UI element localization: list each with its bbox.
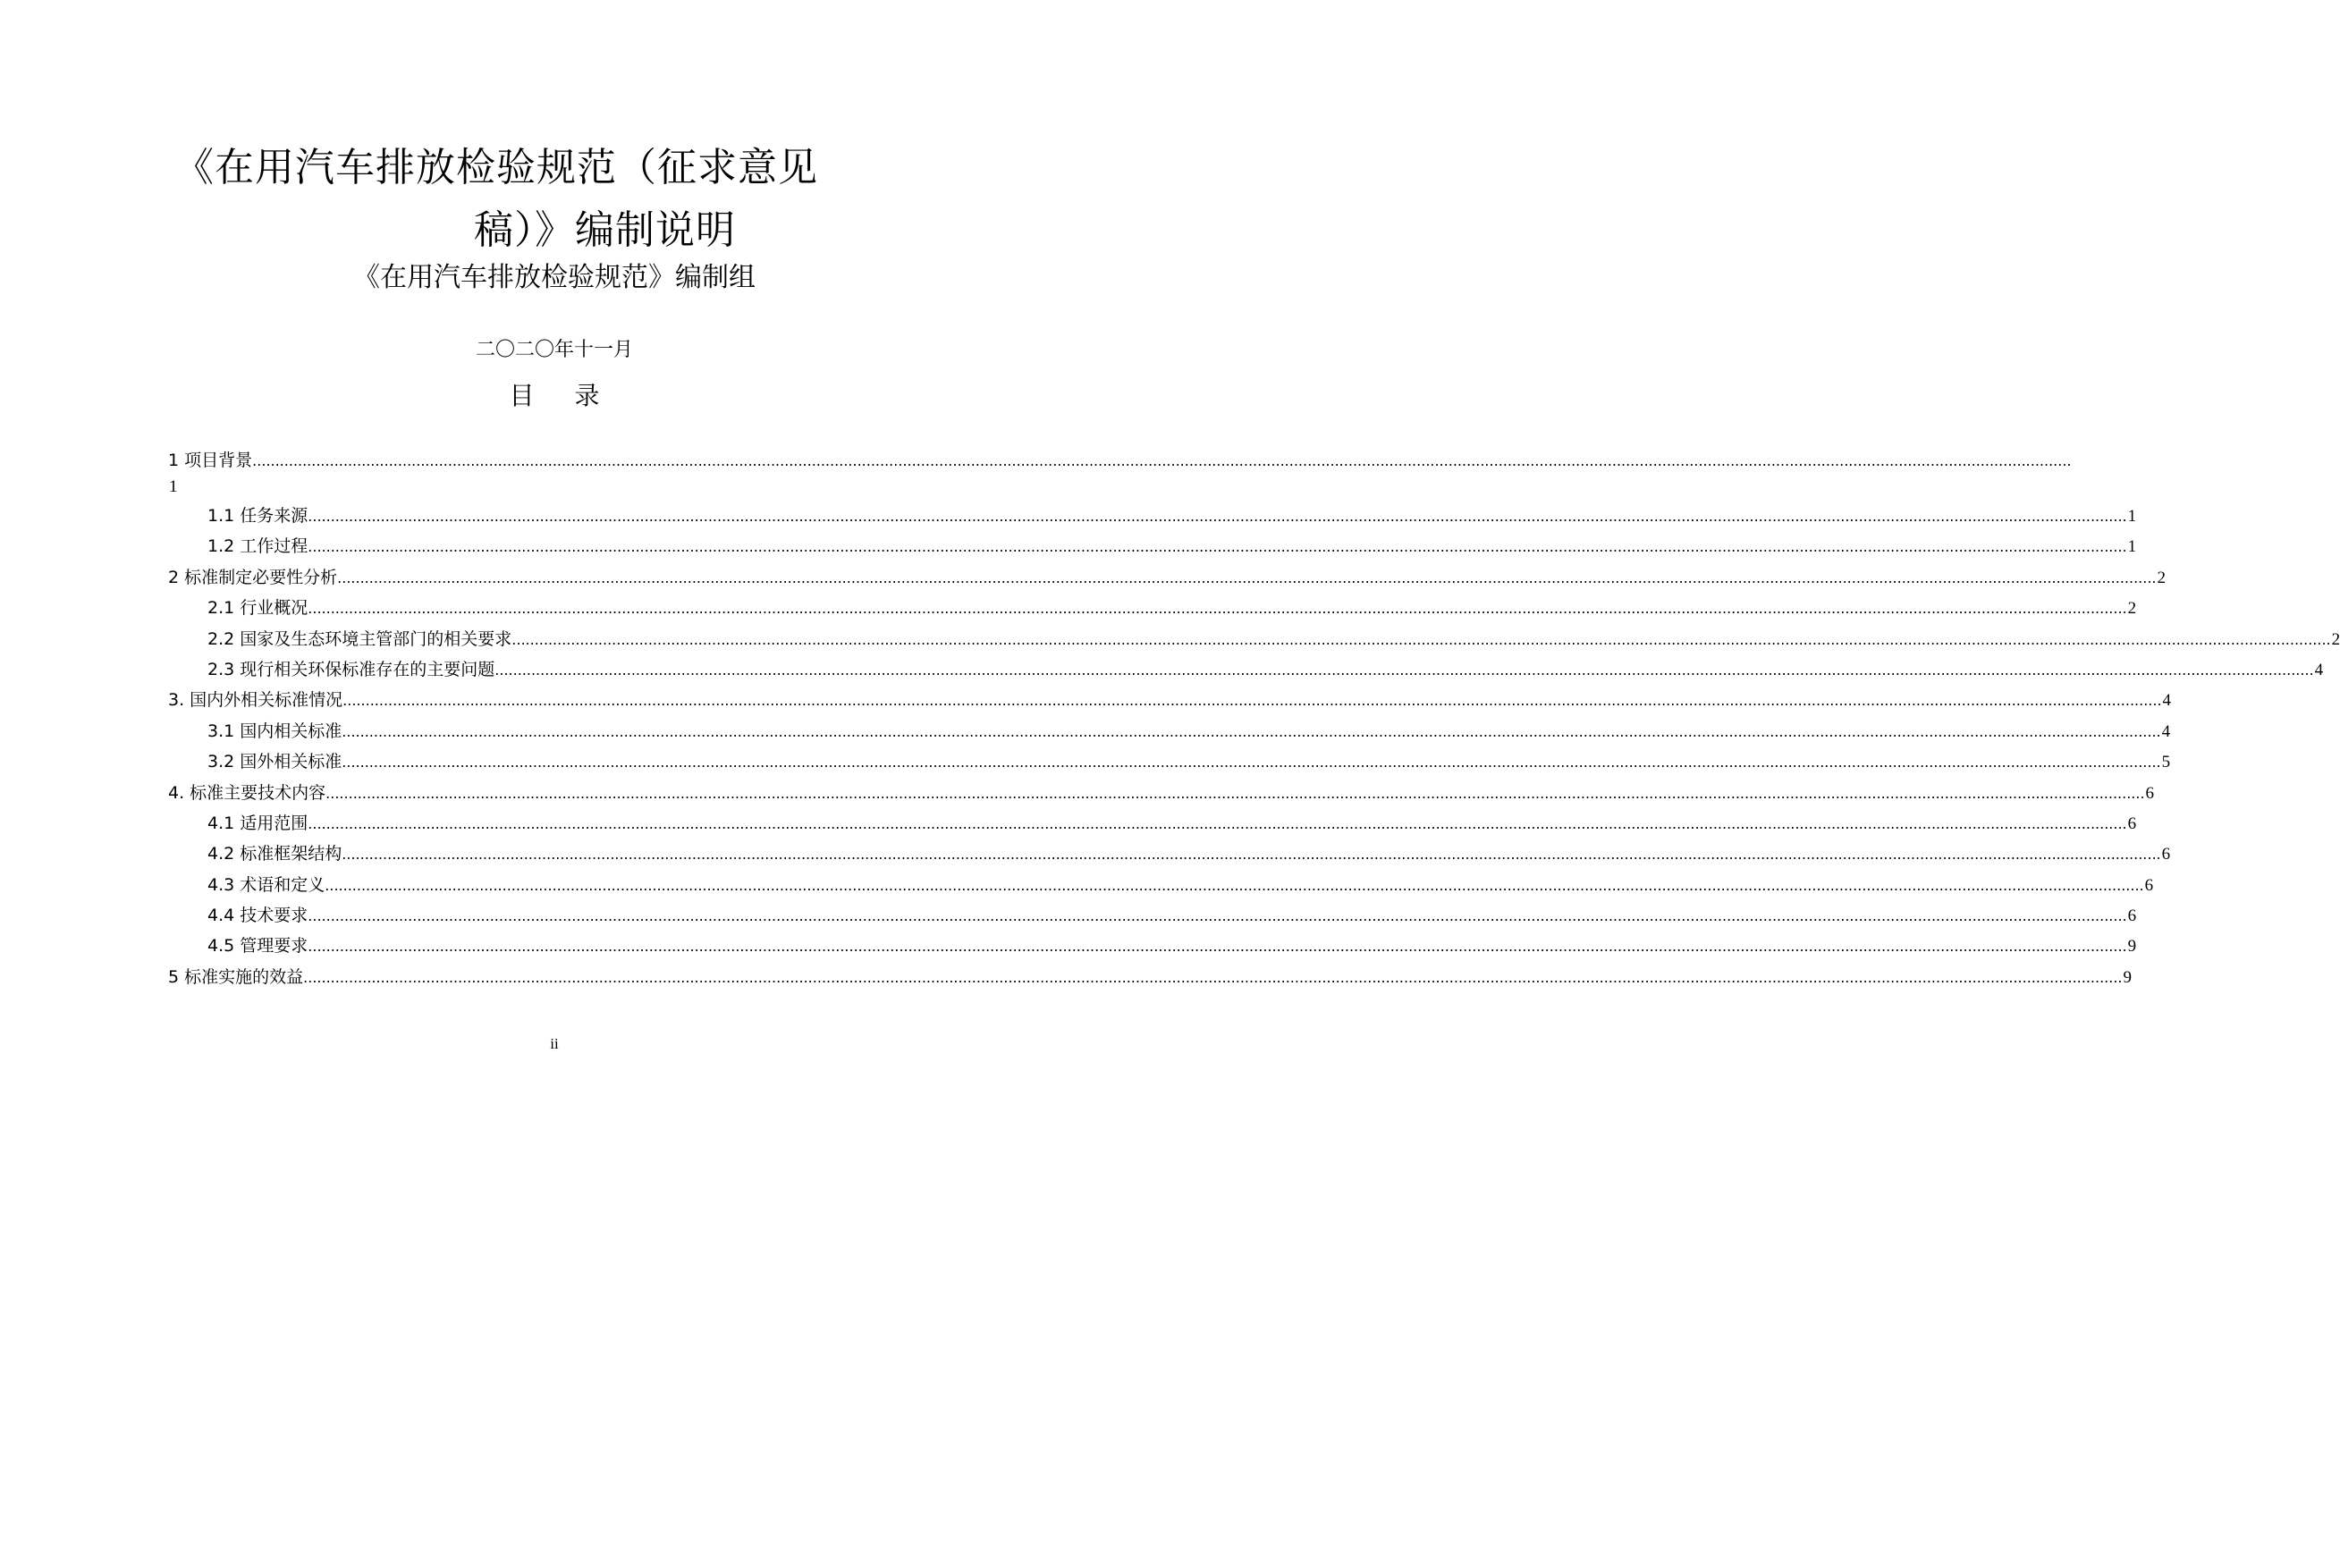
- toc-entry-label: 3. 国内外相关标准情况: [168, 690, 343, 711]
- toc-entry[interactable]: [168, 870, 2154, 900]
- toc-entry[interactable]: [168, 624, 2340, 654]
- toc-entry-label: 5 标准实施的效益: [168, 966, 304, 987]
- toc-entry[interactable]: [168, 808, 2137, 839]
- toc-entry-page: 2: [2127, 599, 2137, 619]
- document-date: 二〇二〇年十一月: [475, 339, 633, 361]
- toc-entry-label: 1.1 任务来源: [207, 506, 308, 526]
- toc-leader-dots: ................................................................................................................................................................................................................................................................................................................................................................................................................: [325, 784, 2145, 802]
- toc-entry[interactable]: [168, 654, 2324, 685]
- toc-entry[interactable]: [168, 931, 2137, 961]
- toc-entry[interactable]: [168, 839, 2171, 869]
- toc-entry-page: 6: [2127, 906, 2137, 926]
- toc-entry-page: 4: [2162, 691, 2172, 711]
- document-subtitle: 《在用汽车排放检验规范》编制组: [353, 262, 756, 293]
- toc-entry-page: 6: [2127, 814, 2137, 833]
- toc-leader-dots: ................................................................................................................................................................................................................................................................................................................................................................................................................: [342, 846, 2161, 864]
- toc-entry[interactable]: [168, 746, 2171, 777]
- document-title-line-1: 《在用汽车排放检验规范（征求意见: [174, 145, 818, 190]
- toc-entry-page: 4: [2161, 721, 2171, 741]
- toc-entry-page: 4: [2314, 660, 2324, 679]
- toc-leader-dots: ................................................................................................................................................................................................................................................................................................................................................................................................................: [308, 600, 2127, 618]
- toc-entry-label: 4.2 标准框架结构: [207, 844, 342, 864]
- toc-entry-label: 1 项目背景: [168, 451, 253, 470]
- toc-entries: [168, 501, 2340, 992]
- toc-entry-page: 1: [2127, 537, 2137, 557]
- toc-leader-dots: ................................................................................................................................................................................................................................................................................................................................................................................................................: [303, 968, 2123, 986]
- toc-entry-label: 4.1 适用范围: [207, 813, 308, 833]
- toc-entry-label: 2.3 现行相关环保标准存在的主要问题: [207, 659, 495, 679]
- toc-entry-label: 4. 标准主要技术内容: [168, 782, 326, 803]
- toc-entry-page: 6: [2145, 783, 2155, 803]
- toc-entry-page: 2: [2331, 629, 2340, 649]
- toc-leader-dots: ................................................................................................................................................................................................................................................................................................................................................................................................................: [342, 722, 2161, 740]
- toc-entry-label: 4.3 术语和定义: [207, 874, 325, 895]
- toc-leader-dots: ................................................................................................................................................................................................................................................................................................................................................................................................................: [325, 876, 2144, 894]
- toc-entry[interactable]: [168, 716, 2171, 746]
- toc-entry-page: 9: [2123, 967, 2133, 987]
- toc-leader-dots: ................................................................................................................................................................................................................................................................................................................................................................................................................: [308, 538, 2127, 556]
- toc-entry-label: 3.2 国外相关标准: [207, 752, 342, 772]
- document-title-line-2: 稿）》编制说明: [474, 207, 736, 253]
- toc-entry-label: 2.2 国家及生态环境主管部门的相关要求: [207, 628, 512, 649]
- toc-entry-page: 9: [2127, 937, 2137, 957]
- toc-leader-dots: ................................................................................................................................................................................................................................................................................................................................................................................................................: [252, 452, 2072, 469]
- toc-entry[interactable]: [168, 778, 2155, 808]
- toc-leader-dots: ................................................................................................................................................................................................................................................................................................................................................................................................................: [308, 907, 2127, 925]
- toc-leader-dots: ................................................................................................................................................................................................................................................................................................................................................................................................................: [308, 814, 2127, 832]
- toc-leader-dots: ................................................................................................................................................................................................................................................................................................................................................................................................................: [342, 692, 2162, 710]
- toc-heading: 目 录: [509, 381, 616, 410]
- toc-entry-page: 1: [169, 477, 178, 496]
- toc-entry-page: 6: [2161, 845, 2171, 864]
- toc-entry[interactable]: [168, 501, 2137, 531]
- toc-entry-label: 2 标准制定必要性分析: [168, 567, 338, 587]
- toc-entry-label: 3.1 国内相关标准: [207, 721, 342, 741]
- toc-entry[interactable]: [168, 562, 2167, 593]
- toc-entry-label: 2.1 行业概况: [207, 598, 308, 619]
- table-of-contents: [168, 447, 2340, 992]
- toc-entry[interactable]: [168, 685, 2172, 715]
- toc-entry[interactable]: [168, 593, 2137, 623]
- toc-leader-dots: ................................................................................................................................................................................................................................................................................................................................................................................................................: [511, 630, 2331, 648]
- toc-leader-dots: ................................................................................................................................................................................................................................................................................................................................................................................................................: [337, 569, 2157, 586]
- toc-leader-dots: ................................................................................................................................................................................................................................................................................................................................................................................................................: [494, 661, 2314, 679]
- toc-entry-label: 1.2 工作过程: [207, 536, 308, 557]
- toc-leader-dots: ................................................................................................................................................................................................................................................................................................................................................................................................................: [308, 938, 2127, 956]
- toc-entry[interactable]: [168, 900, 2137, 931]
- toc-entry[interactable]: [168, 531, 2137, 561]
- toc-entry-page: 6: [2144, 875, 2154, 895]
- toc-entry[interactable]: [168, 962, 2133, 992]
- toc-entry-page: 1: [2127, 507, 2137, 526]
- toc-leader-dots: ................................................................................................................................................................................................................................................................................................................................................................................................................: [342, 754, 2161, 771]
- toc-entry-label: 4.4 技术要求: [207, 906, 308, 926]
- toc-entry[interactable]: [168, 447, 2072, 501]
- toc-entry-label: 4.5 管理要求: [207, 936, 308, 957]
- toc-entry-page: 5: [2161, 753, 2171, 772]
- page-number: ii: [550, 1035, 559, 1052]
- toc-leader-dots: ................................................................................................................................................................................................................................................................................................................................................................................................................: [308, 508, 2127, 525]
- toc-entry-page: 2: [2157, 568, 2167, 587]
